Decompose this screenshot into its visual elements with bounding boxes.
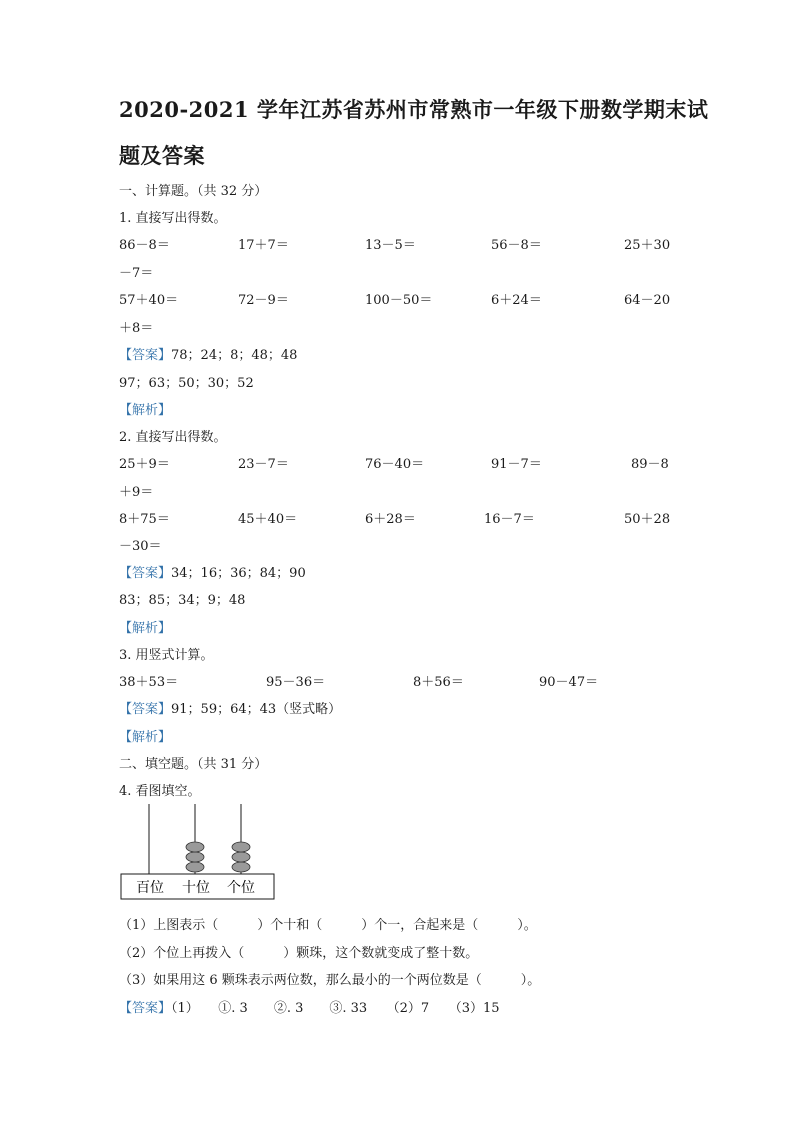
- q2-answer-line2: 83；85；34；9；48: [119, 593, 246, 608]
- q2-r1-c2: 23－7＝: [238, 457, 289, 472]
- answer-tag: 【答案】: [119, 566, 172, 581]
- q2-r2-c1: 8＋75＝: [119, 512, 170, 527]
- q1-analysis-tag: 【解析】: [119, 403, 172, 418]
- q1-r2-c4: 6＋24＝: [491, 293, 542, 308]
- abacus-label-hundreds: 百位: [136, 880, 164, 896]
- section1-heading: 一、计算题。（共 32 分）: [119, 184, 268, 199]
- q1-answer: [119, 344, 297, 363]
- q1-answer-values: 78；24；8；48；48: [171, 348, 298, 363]
- q1-r1-c5: 25＋30: [624, 238, 671, 253]
- answer-tag: 【答案】: [119, 1001, 172, 1016]
- q3-answer: [119, 698, 341, 717]
- q2-r1-c1: 25＋9＝: [119, 457, 170, 472]
- q2-r1-c3: 76－40＝: [365, 457, 425, 472]
- q4-prompt: 4. 看图填空。: [119, 784, 201, 799]
- q2-prompt: 2. 直接写出得数。: [119, 430, 227, 445]
- q2-r1-c4: 91－7＝: [491, 457, 542, 472]
- abacus-beads: [186, 842, 250, 872]
- q2-answer-values: 34；16；36；84；90: [171, 566, 306, 581]
- q2-r1-c5: 89－8: [631, 457, 669, 472]
- document-title-line1: 2020-2021 学年江苏省苏州市常熟市一年级下册数学期末试: [119, 97, 709, 122]
- q4-answer-values: （1） ①. 3 ②. 3 ③. 33 （2）7 （3）15: [171, 1001, 500, 1016]
- q2-r2-c2: 45＋40＝: [238, 512, 298, 527]
- q2-r2-c5: 50＋28: [624, 512, 671, 527]
- q1-answer-line2: 97；63；50；30；52: [119, 376, 254, 391]
- q1-r1-c1: 86－8＝: [119, 238, 170, 253]
- abacus-bead-ones: [232, 862, 250, 872]
- q1-r2-c3: 100－50＝: [365, 293, 433, 308]
- abacus-label-tens: 十位: [182, 880, 210, 896]
- document-title-line2: 题及答案: [119, 143, 205, 168]
- abacus-bead-ones: [232, 852, 250, 862]
- q4-answer: [119, 997, 500, 1016]
- q2-r1-continuation: ＋9＝: [119, 485, 154, 500]
- abacus-bead-tens: [186, 852, 204, 862]
- q1-r1-c4: 56－8＝: [491, 238, 542, 253]
- q3-answer-values: 91；59；64；43（竖式略）: [171, 702, 342, 717]
- q2-analysis-tag: 【解析】: [119, 621, 172, 636]
- q3-c4: 90－47＝: [539, 675, 599, 690]
- abacus-bead-tens: [186, 842, 204, 852]
- answer-tag: 【答案】: [119, 702, 172, 717]
- q3-c1: 38＋53＝: [119, 675, 179, 690]
- q3-c2: 95－36＝: [266, 675, 326, 690]
- section2-heading: 二、填空题。（共 31 分）: [119, 757, 268, 772]
- q1-r2-c5: 64－20: [624, 293, 671, 308]
- q2-r2-continuation: －30＝: [119, 539, 162, 554]
- q3-analysis-tag: 【解析】: [119, 730, 172, 745]
- abacus-bead-tens: [186, 862, 204, 872]
- abacus-bead-ones: [232, 842, 250, 852]
- q1-r2-c2: 72－9＝: [238, 293, 289, 308]
- q3-prompt: 3. 用竖式计算。: [119, 648, 214, 663]
- q4-sub3: （3）如果用这 6 颗珠表示两位数，那么最小的一个两位数是（ ）。: [119, 973, 541, 988]
- q3-c3: 8＋56＝: [413, 675, 464, 690]
- q1-prompt: 1. 直接写出得数。: [119, 211, 227, 226]
- q2-r2-c4: 16－7＝: [484, 512, 535, 527]
- q4-sub1: （1）上图表示（ ）个十和（ ）个一，合起来是（ ）。: [119, 918, 537, 933]
- q1-r1-continuation: －7＝: [119, 266, 154, 281]
- abacus-label-ones: 个位: [227, 880, 255, 896]
- q1-r2-continuation: ＋8＝: [119, 321, 154, 336]
- abacus-figure: [119, 802, 279, 902]
- q1-r2-c1: 57＋40＝: [119, 293, 179, 308]
- q2-answer: [119, 562, 306, 581]
- q2-r2-c3: 6＋28＝: [365, 512, 416, 527]
- q4-sub2: （2）个位上再拨入（ ）颗珠，这个数就变成了整十数。: [119, 946, 479, 961]
- q1-r1-c2: 17＋7＝: [238, 238, 289, 253]
- answer-tag: 【答案】: [119, 348, 172, 363]
- q1-r1-c3: 13－5＝: [365, 238, 416, 253]
